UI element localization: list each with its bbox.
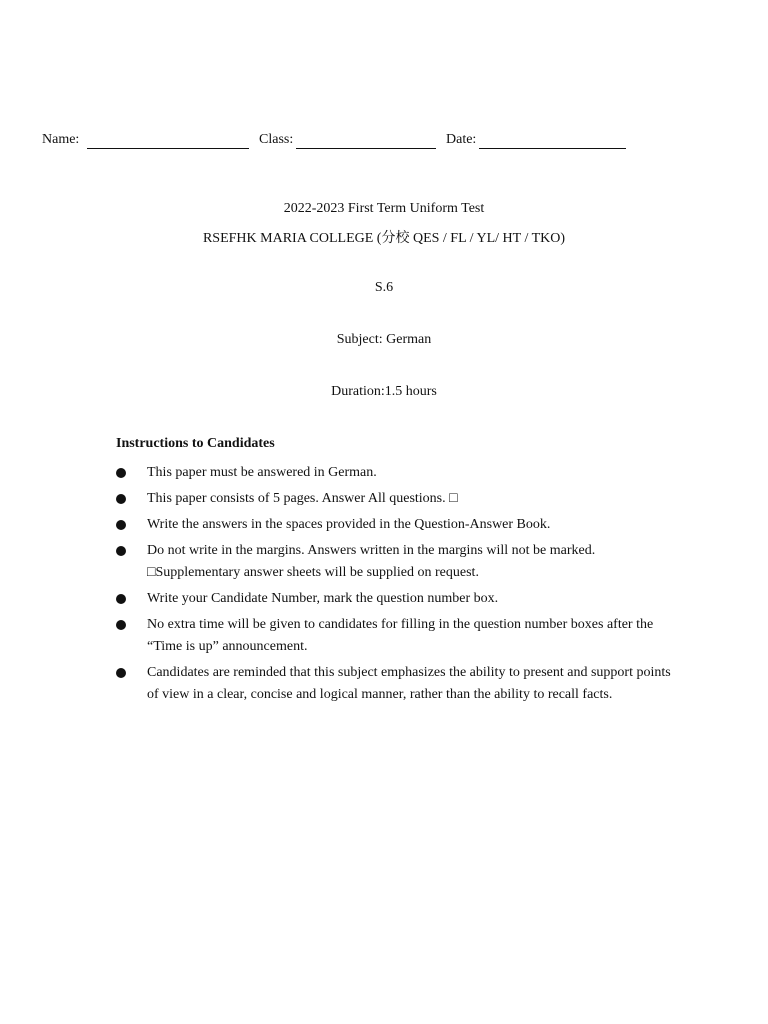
bullet-icon xyxy=(116,594,126,604)
instruction-text: This paper must be answered in German. xyxy=(147,465,377,480)
instructions-heading: Instructions to Candidates xyxy=(116,436,275,451)
test-term-title: 2022-2023 First Term Uniform Test xyxy=(283,201,485,216)
candidate-info-row xyxy=(42,132,642,154)
name-field[interactable] xyxy=(87,148,249,149)
bullet-icon xyxy=(116,620,126,630)
instruction-text: No extra time will be given to candidates for filling in the question number boxes after the “Time is up” announcement. xyxy=(147,617,654,654)
instruction-text: This paper consists of 5 pages. Answer All questions. □ xyxy=(147,491,458,506)
name-label: Name: xyxy=(42,132,80,147)
bullet-icon xyxy=(116,668,126,678)
form-level: S.6 xyxy=(374,280,394,295)
instruction-item xyxy=(116,462,676,484)
instruction-text: Write the answers in the spaces provided in the Question-Answer Book. xyxy=(147,517,551,532)
instruction-item xyxy=(116,488,676,510)
instruction-item xyxy=(116,588,676,610)
date-field[interactable] xyxy=(479,148,626,149)
bullet-icon xyxy=(116,520,126,530)
bullet-icon xyxy=(116,546,126,556)
instruction-item xyxy=(116,662,676,706)
instruction-item xyxy=(116,540,676,584)
instruction-text: Candidates are reminded that this subject emphasizes the ability to present and support points of view in a clear, concise and logical manner, rather than the ability to recall facts. xyxy=(147,665,671,702)
instruction-item xyxy=(116,514,676,536)
instruction-text: Write your Candidate Number, mark the question number box. xyxy=(147,591,499,606)
bullet-icon xyxy=(116,468,126,478)
class-field[interactable] xyxy=(296,148,436,149)
instruction-text: Do not write in the margins. Answers written in the margins will not be marked. □Supplementary answer sheets will be supplied on request. xyxy=(147,543,596,580)
subject-line: Subject: German xyxy=(336,332,432,347)
school-name: RSEFHK MARIA COLLEGE (分校 QES / FL / YL/ HT / TKO) xyxy=(202,231,566,246)
duration-line: Duration:1.5 hours xyxy=(331,384,437,399)
date-label: Date: xyxy=(446,132,477,147)
instruction-item xyxy=(116,614,676,658)
instructions-section xyxy=(116,436,676,710)
class-label: Class: xyxy=(259,132,294,147)
bullet-icon xyxy=(116,494,126,504)
